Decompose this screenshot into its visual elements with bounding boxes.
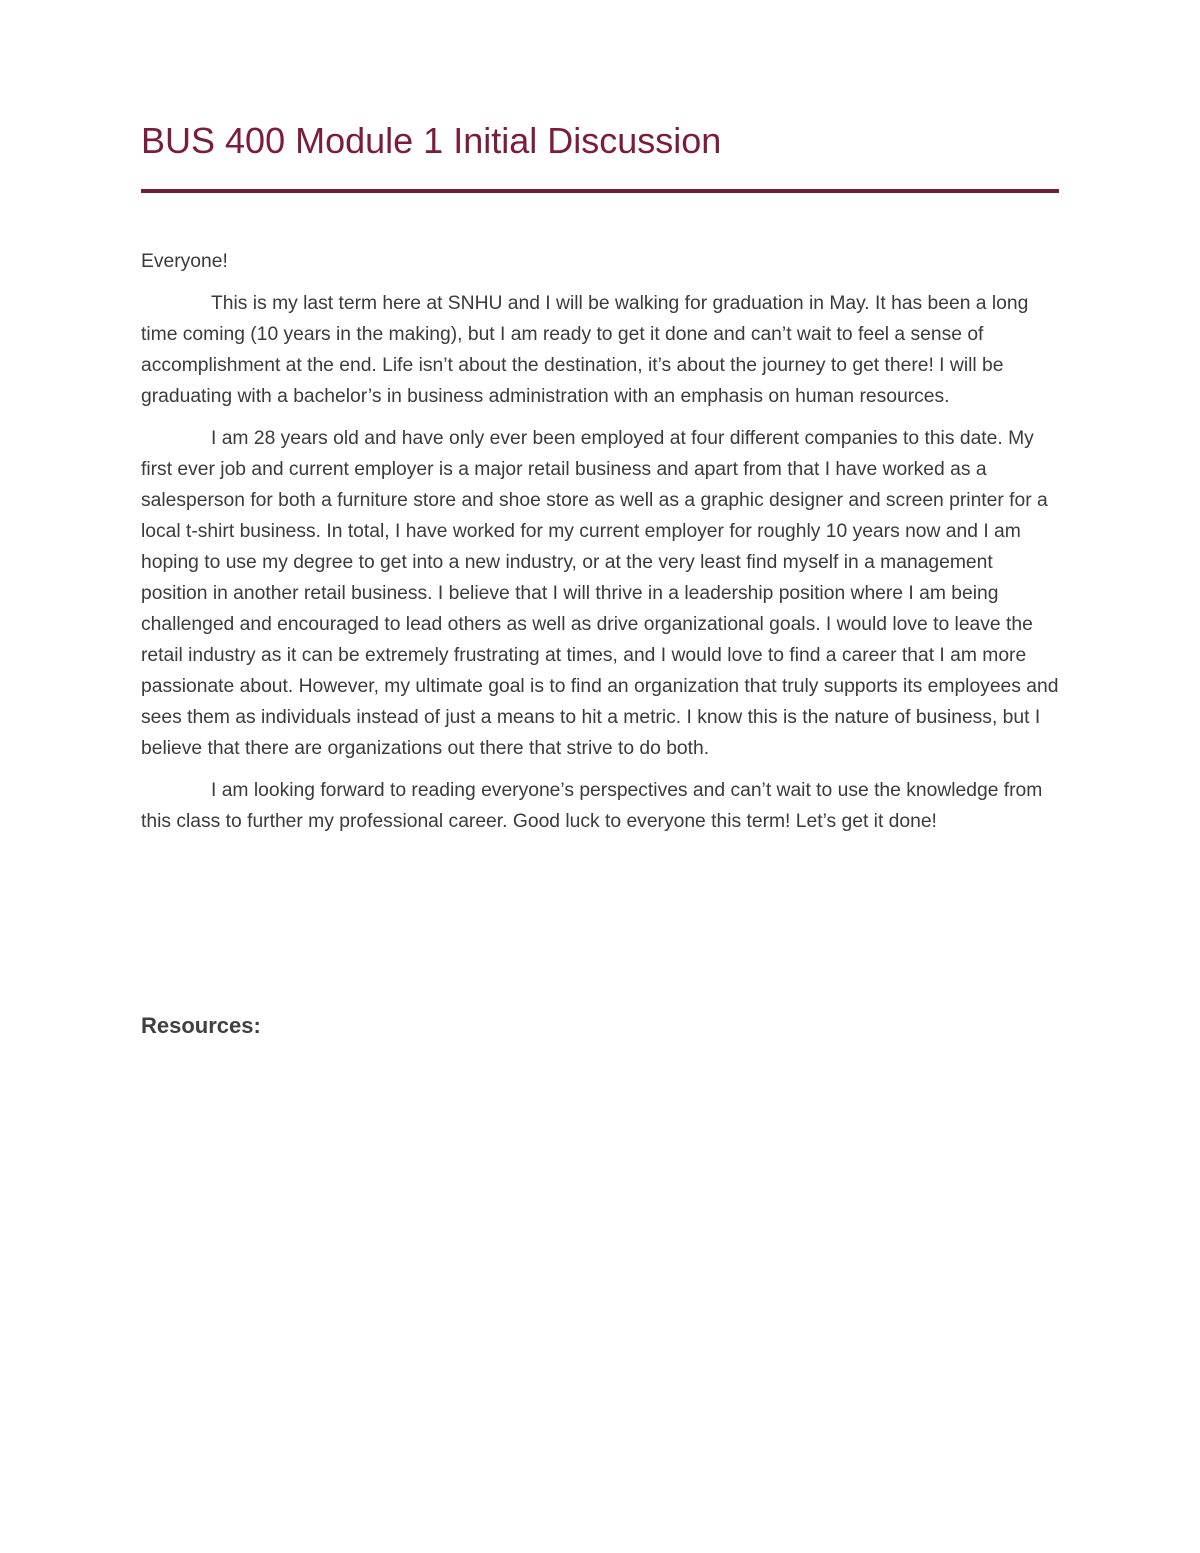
paragraph-background: I am 28 years old and have only ever been employed at four different companies to this date. My first ever job and current employer is a major retail business and apart from that I have worked as a salesperson for both a furniture store and shoe store as well as a graphic designer and screen printer for a local t-shirt business. In total, I have worked for my current employer for roughly 10 years now and I am hoping to use my degree to get into a new industry, or at the very least find myself in a management position in another retail business. I believe that I will thrive in a leadership position where I am being challenged and encouraged to lead others as well as drive organizational goals. I would love to leave the retail industry as it can be extremely frustrating at times, and I would love to find a career that I am more passionate about. However, my ultimate goal is to find an organization that truly supports its employees and sees them as individuals instead of just a means to hit a metric. I know this is the nature of business, but I believe that there are organizations out there that strive to do both. — [141, 428, 1059, 759]
paragraph-intro: This is my last term here at SNHU and I will be walking for graduation in May. It has been a long time coming (10 years in the making), but I am ready to get it done and can’t wait to feel a sense of accomplishment at the end. Life isn’t about the destination, it’s about the journey to get there! I will be graduating with a bachelor’s in business administration with an emphasis on human resources. — [141, 293, 1029, 407]
title-divider — [141, 189, 1059, 193]
resources-heading: Resources: — [141, 1013, 261, 1038]
greeting: Everyone! — [141, 251, 228, 272]
document-body — [141, 246, 1061, 848]
paragraph-closing: I am looking forward to reading everyone’s perspectives and can’t wait to use the knowledge from this class to further my professional career. Good luck to everyone this term! Let’s get it done! — [141, 780, 1043, 832]
document-title: BUS 400 Module 1 Initial Discussion — [141, 120, 722, 161]
